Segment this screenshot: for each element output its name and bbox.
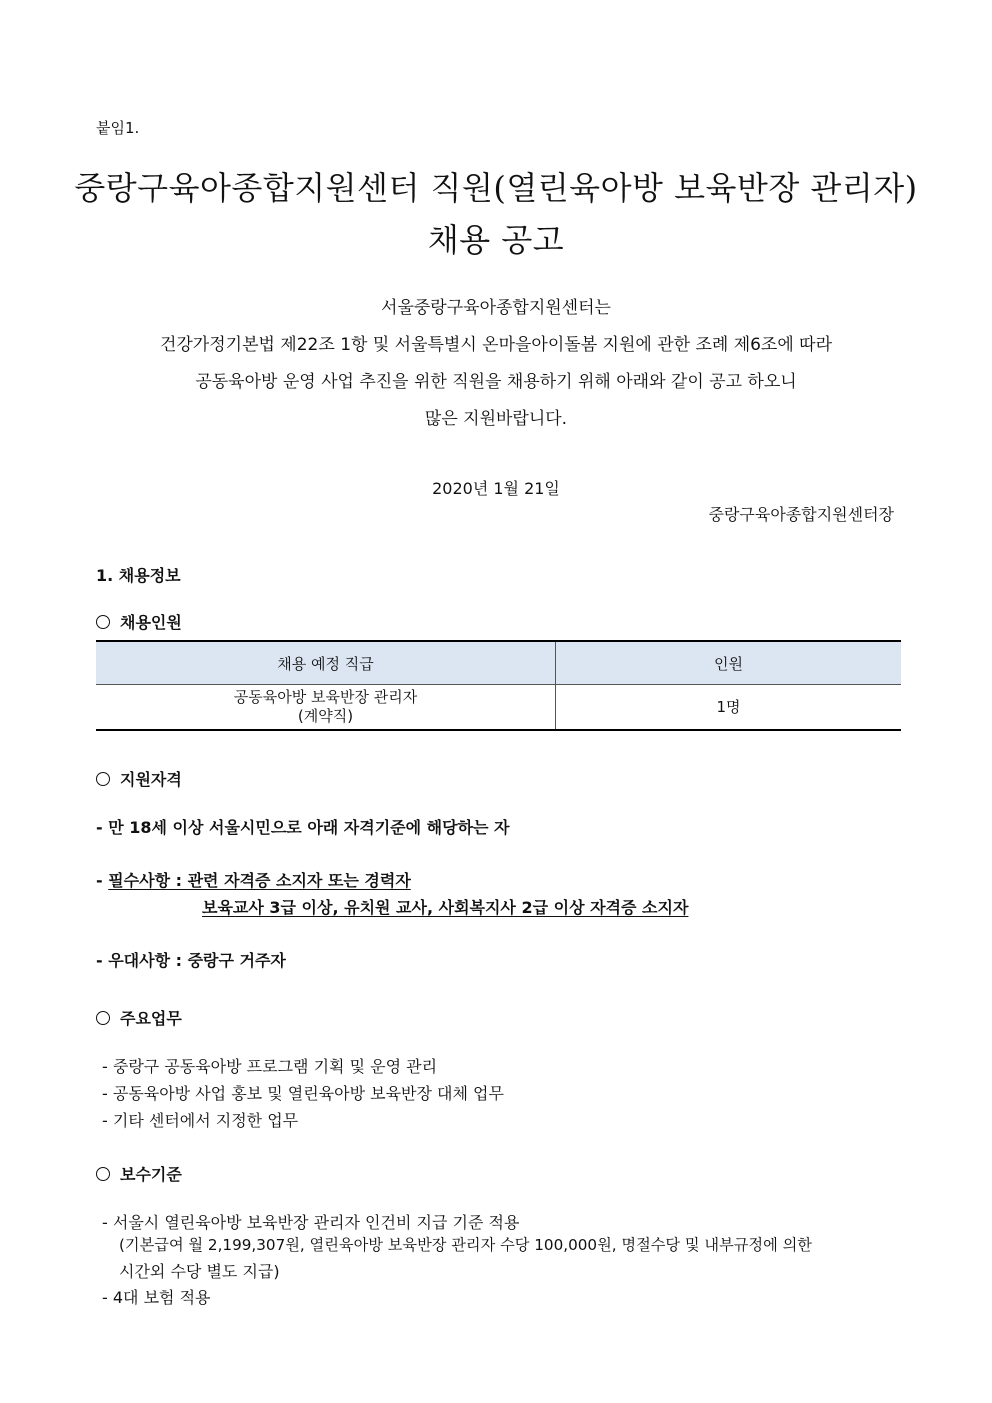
page-title-line2: 채용 공고 <box>427 221 565 259</box>
header-position: 채용 예정 직급 <box>96 641 556 685</box>
salary-detail-line-2: 시간외 수당 별도 지급) <box>119 1262 280 1281</box>
list-item: - 중랑구 공동육아방 프로그램 기획 및 운영 관리 <box>102 1057 438 1076</box>
salary-heading-label: 보수기준 <box>120 1165 182 1184</box>
cell-position <box>96 685 556 731</box>
salary-heading <box>96 1162 182 1185</box>
qualification-item-age: - 만 18세 이상 서울시민으로 아래 자격기준에 해당하는 자 <box>96 818 510 837</box>
qualification-heading-label: 지원자격 <box>120 770 182 789</box>
qualification-required <box>96 868 411 891</box>
cell-count: 1명 <box>556 685 902 731</box>
intro-line-4: 많은 지원바랍니다. <box>424 409 568 429</box>
qualification-heading <box>96 767 182 790</box>
recruitment-heading-label: 채용인원 <box>120 613 182 632</box>
duties-heading <box>96 1006 182 1029</box>
table-row <box>96 685 901 731</box>
attachment-label: 붙임1. <box>96 119 140 137</box>
intro-line-3: 공동육아방 운영 사업 추진을 위한 직원을 채용하기 위해 아래와 같이 공고 하오니 <box>195 372 797 392</box>
circle-bullet-icon <box>96 615 110 629</box>
signer: 중랑구육아종합지원센터장 <box>708 505 894 524</box>
intro-line-1: 서울중랑구육아종합지원센터는 <box>381 298 611 318</box>
position-type: (계약직) <box>297 707 354 725</box>
required-line-2: 보육교사 3급 이상, 유치원 교사, 사회복지사 2급 이상 자격증 소지자 <box>202 898 689 917</box>
list-item: - 기타 센터에서 지정한 업무 <box>102 1111 299 1130</box>
circle-bullet-icon <box>96 772 110 786</box>
header-count: 인원 <box>556 641 902 685</box>
required-line-1: 필수사항 : 관련 자격증 소지자 또는 경력자 <box>108 871 411 890</box>
page-title: 중랑구육아종합지원센터 직원(열린육아방 보육반장 관리자) <box>74 169 918 207</box>
section-recruitment-info: 1. 채용정보 <box>96 566 181 585</box>
circle-bullet-icon <box>96 1011 110 1025</box>
recruitment-table <box>96 640 901 731</box>
circle-bullet-icon <box>96 1167 110 1181</box>
duties-heading-label: 주요업무 <box>120 1009 182 1028</box>
recruitment-heading <box>96 610 182 633</box>
salary-detail-line-1: (기본급여 월 2,199,307원, 열린육아방 보육반장 관리자 수당 100,000원, 명절수당 및 내부규정에 의한 <box>119 1236 812 1254</box>
intro-line-2: 건강가정기본법 제22조 1항 및 서울특별시 온마을아이돌봄 지원에 관한 조례 제6조에 따라 <box>159 335 833 355</box>
position-name: 공동육아방 보육반장 관리자 <box>233 688 418 706</box>
list-item: - 공동육아방 사업 홍보 및 열린육아방 보육반장 대체 업무 <box>102 1084 504 1103</box>
table-header-row <box>96 641 901 685</box>
notice-date: 2020년 1월 21일 <box>432 479 560 498</box>
qualification-preferred: - 우대사항 : 중랑구 거주자 <box>96 951 286 970</box>
dash: - <box>96 871 109 890</box>
salary-item-insurance: - 4대 보험 적용 <box>102 1288 211 1307</box>
salary-item-standard: - 서울시 열린육아방 보육반장 관리자 인건비 지급 기준 적용 <box>102 1213 520 1232</box>
